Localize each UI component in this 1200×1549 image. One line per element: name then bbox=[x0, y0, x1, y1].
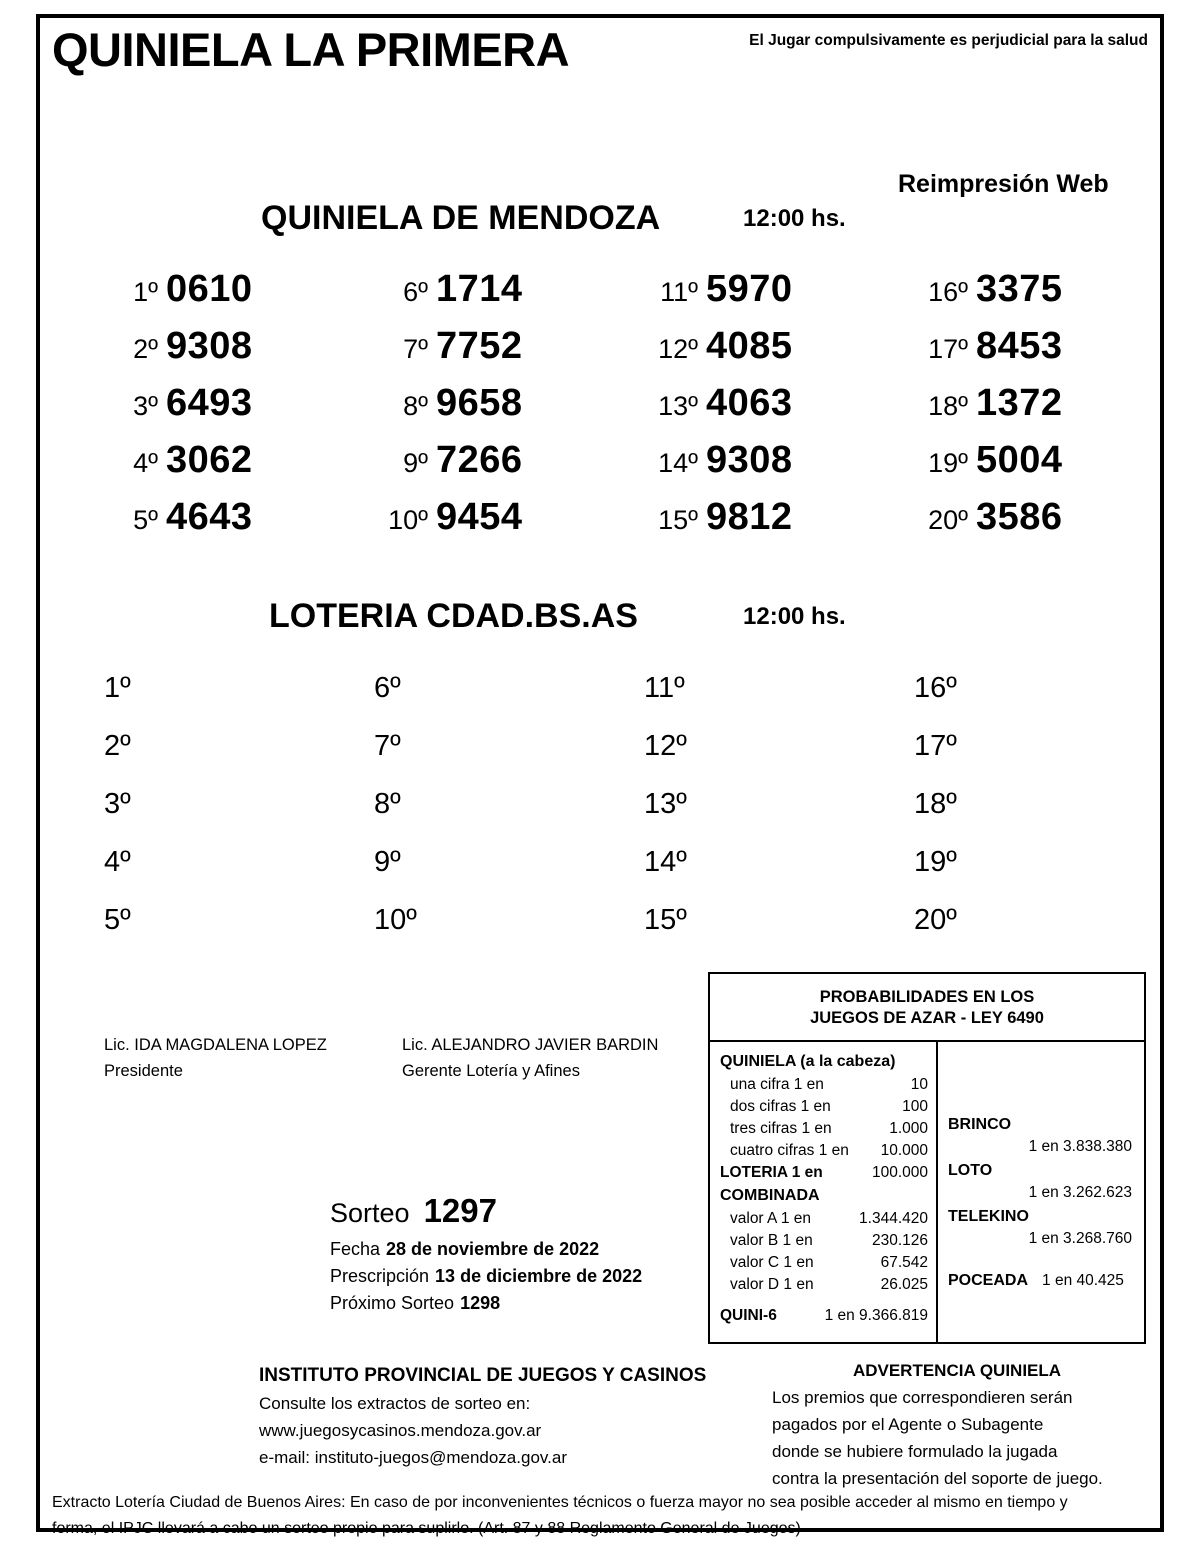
advertencia-line-4: contra la presentación del soporte de juego. bbox=[772, 1469, 1103, 1488]
result-ordinal: 13º bbox=[658, 391, 698, 421]
signature-role: Gerente Lotería y Afines bbox=[402, 1062, 580, 1080]
result-ordinal: 18º bbox=[928, 391, 968, 421]
result-cell bbox=[914, 846, 1184, 904]
result-ordinal: 2º bbox=[133, 334, 158, 364]
result-ordinal: 14º bbox=[658, 448, 698, 478]
sorteo-prescripcion-value: 13 de diciembre de 2022 bbox=[435, 1266, 643, 1286]
advertencia-block bbox=[772, 1358, 1142, 1492]
result-cell bbox=[914, 382, 1184, 439]
result-ordinal: 14º bbox=[644, 846, 687, 878]
sorteo-fecha-row bbox=[330, 1236, 710, 1263]
result-ordinal: 4º bbox=[104, 846, 131, 878]
game-name: LOTO bbox=[948, 1162, 993, 1179]
odds-label: valor A 1 en bbox=[730, 1210, 812, 1227]
result-number: 4063 bbox=[706, 382, 793, 424]
combinada-odds-rows bbox=[720, 1208, 928, 1296]
result-cell bbox=[104, 496, 374, 553]
game-name: BRINCO bbox=[948, 1116, 1012, 1133]
result-cell bbox=[374, 268, 644, 325]
result-cell bbox=[104, 730, 374, 788]
result-cell bbox=[374, 382, 644, 439]
odds-label: valor C 1 en bbox=[730, 1254, 814, 1271]
odds-row bbox=[720, 1140, 928, 1162]
probabilities-title-line2: JUEGOS DE AZAR - LEY 6490 bbox=[810, 1009, 1044, 1027]
signature-role: Presidente bbox=[104, 1062, 183, 1080]
result-ordinal: 10º bbox=[388, 505, 428, 535]
sorteo-proximo-value: 1298 bbox=[460, 1293, 501, 1313]
footnote-line-2: forma, el IPJC llevará a cabo un sorteo propio para suplirlo. (Art. 87 y 88 Reglamento General de Juegos) bbox=[52, 1520, 801, 1537]
result-cell bbox=[644, 325, 914, 382]
odds-label: valor D 1 en bbox=[730, 1276, 814, 1293]
result-cell bbox=[104, 788, 374, 846]
game-odds-item bbox=[948, 1114, 1136, 1158]
result-ordinal: 15º bbox=[658, 505, 698, 535]
signature-name: Lic. IDA MAGDALENA LOPEZ bbox=[104, 1036, 327, 1054]
result-ordinal: 2º bbox=[104, 730, 131, 762]
draw-name-mendoza: QUINIELA DE MENDOZA bbox=[261, 199, 661, 237]
odds-value: 26.025 bbox=[880, 1276, 928, 1293]
result-cell bbox=[644, 730, 914, 788]
result-cell bbox=[104, 439, 374, 496]
advertencia-line-1: Los premios que correspondieren serán bbox=[772, 1388, 1073, 1407]
result-ordinal: 16º bbox=[914, 672, 957, 704]
result-cell bbox=[104, 382, 374, 439]
result-cell bbox=[914, 904, 1184, 962]
poceada-odds: 1 en 40.425 bbox=[1042, 1272, 1124, 1289]
result-ordinal: 4º bbox=[133, 448, 158, 478]
quiniela-group-heading: QUINIELA (a la cabeza) bbox=[720, 1053, 896, 1070]
odds-label: dos cifras 1 en bbox=[730, 1098, 831, 1115]
other-games-odds-list bbox=[948, 1114, 1136, 1250]
result-cell bbox=[914, 496, 1184, 553]
result-ordinal: 15º bbox=[644, 904, 687, 936]
result-number: 4085 bbox=[706, 325, 793, 367]
game-odds: 1 en 3.838.380 bbox=[1028, 1138, 1132, 1155]
result-cell bbox=[374, 846, 644, 904]
result-cell bbox=[914, 268, 1184, 325]
result-cell bbox=[914, 672, 1184, 730]
result-number: 7266 bbox=[436, 439, 523, 481]
result-cell bbox=[914, 439, 1184, 496]
result-number: 7752 bbox=[436, 325, 523, 367]
sorteo-prescripcion-label: Prescripción bbox=[330, 1266, 430, 1286]
result-number: 1372 bbox=[976, 382, 1063, 424]
odds-value: 230.126 bbox=[871, 1232, 928, 1249]
result-ordinal: 12º bbox=[644, 730, 687, 762]
signature-block bbox=[104, 1032, 704, 1084]
odds-value: 100 bbox=[902, 1098, 928, 1115]
result-cell bbox=[104, 268, 374, 325]
odds-value: 10 bbox=[910, 1076, 928, 1093]
result-cell bbox=[644, 788, 914, 846]
loteria-odds-value: 100.000 bbox=[871, 1164, 928, 1181]
footnote-block bbox=[52, 1490, 1148, 1542]
quiniela-odds-rows bbox=[720, 1074, 928, 1162]
odds-value: 67.542 bbox=[880, 1254, 928, 1271]
result-number: 9308 bbox=[706, 439, 793, 481]
sorteo-headline bbox=[330, 1192, 710, 1232]
advertencia-line-3: donde se hubiere formulado la jugada bbox=[772, 1442, 1058, 1461]
result-cell bbox=[104, 904, 374, 962]
draw-name-bsas: LOTERIA CDAD.BS.AS bbox=[269, 597, 638, 635]
result-ordinal: 19º bbox=[928, 448, 968, 478]
odds-value: 1.000 bbox=[889, 1120, 928, 1137]
combinada-group-heading: COMBINADA bbox=[720, 1187, 820, 1204]
odds-row bbox=[720, 1096, 928, 1118]
signature-manager bbox=[402, 1032, 700, 1084]
institution-name: INSTITUTO PROVINCIAL DE JUEGOS Y CASINOS bbox=[259, 1365, 707, 1386]
result-ordinal: 16º bbox=[928, 277, 968, 307]
result-number: 3375 bbox=[976, 268, 1063, 310]
results-grid-mendoza bbox=[104, 268, 1184, 553]
gambling-warning-text: El Jugar compulsivamente es perjudicial para la salud bbox=[749, 32, 1148, 49]
result-ordinal: 12º bbox=[658, 334, 698, 364]
sorteo-proximo-row bbox=[330, 1290, 710, 1317]
quini6-odds-row bbox=[720, 1305, 928, 1327]
result-cell bbox=[104, 325, 374, 382]
result-ordinal: 7º bbox=[403, 334, 428, 364]
result-ordinal: 11º bbox=[660, 277, 698, 307]
result-number: 3062 bbox=[166, 439, 253, 481]
draw-time-bsas: 12:00 hs. bbox=[743, 603, 846, 630]
result-ordinal: 5º bbox=[133, 505, 158, 535]
result-number: 5004 bbox=[976, 439, 1063, 481]
draw-time-mendoza: 12:00 hs. bbox=[743, 205, 846, 232]
odds-label: valor B 1 en bbox=[730, 1232, 813, 1249]
poceada-odds-row bbox=[948, 1270, 1136, 1292]
page-title: QUINIELA LA PRIMERA bbox=[52, 23, 570, 76]
result-ordinal: 7º bbox=[374, 730, 401, 762]
quini6-odds-value: 1 en 9.366.819 bbox=[824, 1307, 928, 1324]
signature-president bbox=[104, 1032, 402, 1084]
result-ordinal: 6º bbox=[374, 672, 401, 704]
draw-header-mendoza bbox=[52, 196, 1148, 240]
result-ordinal: 10º bbox=[374, 904, 417, 936]
result-cell bbox=[914, 788, 1184, 846]
institution-email[interactable]: e-mail: instituto-juegos@mendoza.gov.ar bbox=[259, 1448, 567, 1467]
odds-label: una cifra 1 en bbox=[730, 1076, 824, 1093]
odds-row bbox=[720, 1074, 928, 1096]
game-odds-item bbox=[948, 1206, 1136, 1250]
result-ordinal: 11º bbox=[644, 672, 685, 704]
institution-website[interactable]: www.juegosycasinos.mendoza.gov.ar bbox=[259, 1421, 542, 1440]
probabilities-body bbox=[710, 1042, 1144, 1342]
sorteo-prescripcion-row bbox=[330, 1263, 710, 1290]
result-cell bbox=[104, 846, 374, 904]
institution-consult-line: Consulte los extractos de sorteo en: bbox=[259, 1394, 531, 1413]
result-ordinal: 1º bbox=[133, 277, 158, 307]
result-ordinal: 13º bbox=[644, 788, 687, 820]
odds-row bbox=[720, 1230, 928, 1252]
result-number: 0610 bbox=[166, 268, 253, 310]
signature-name: Lic. ALEJANDRO JAVIER BARDIN bbox=[402, 1036, 659, 1054]
result-ordinal: 9º bbox=[374, 846, 401, 878]
result-ordinal: 1º bbox=[104, 672, 131, 704]
result-ordinal: 8º bbox=[403, 391, 428, 421]
result-cell bbox=[104, 672, 374, 730]
result-cell bbox=[644, 268, 914, 325]
result-ordinal: 17º bbox=[914, 730, 957, 762]
result-number: 9308 bbox=[166, 325, 253, 367]
game-odds: 1 en 3.262.623 bbox=[1028, 1184, 1132, 1201]
result-cell bbox=[644, 382, 914, 439]
sorteo-proximo-label: Próximo Sorteo bbox=[330, 1293, 455, 1313]
result-ordinal: 18º bbox=[914, 788, 957, 820]
sorteo-number: 1297 bbox=[423, 1192, 497, 1229]
result-cell bbox=[644, 846, 914, 904]
probabilities-right-column bbox=[938, 1042, 1144, 1342]
result-cell bbox=[644, 904, 914, 962]
result-ordinal: 20º bbox=[928, 505, 968, 535]
advertencia-title: ADVERTENCIA QUINIELA bbox=[852, 1361, 1062, 1380]
result-cell bbox=[374, 496, 644, 553]
institution-block bbox=[259, 1362, 729, 1471]
loteria-odds-row bbox=[720, 1162, 928, 1184]
spacer bbox=[720, 1296, 928, 1305]
result-cell bbox=[374, 788, 644, 846]
result-number: 4643 bbox=[166, 496, 253, 538]
result-cell bbox=[644, 439, 914, 496]
result-number: 1714 bbox=[436, 268, 523, 310]
sorteo-fecha-value: 28 de noviembre de 2022 bbox=[386, 1239, 600, 1259]
sorteo-fecha-label: Fecha bbox=[330, 1239, 381, 1259]
footnote-line-1: Extracto Lotería Ciudad de Buenos Aires: En caso de por inconvenientes técnicos o fuerza mayor no sea posible acceder al mismo en tiempo y bbox=[52, 1494, 1068, 1511]
odds-row bbox=[720, 1274, 928, 1296]
probabilities-title-line1: PROBABILIDADES EN LOS bbox=[819, 988, 1035, 1006]
odds-value: 1.344.420 bbox=[859, 1210, 928, 1227]
poceada-name: POCEADA bbox=[948, 1272, 1029, 1289]
odds-label: cuatro cifras 1 en bbox=[730, 1142, 849, 1159]
probabilities-box bbox=[708, 972, 1146, 1344]
result-ordinal: 3º bbox=[104, 788, 131, 820]
result-ordinal: 6º bbox=[403, 277, 428, 307]
result-ordinal: 3º bbox=[133, 391, 158, 421]
loteria-odds-label: LOTERIA 1 en bbox=[720, 1164, 823, 1181]
result-number: 9454 bbox=[436, 496, 523, 538]
reprint-web-label: Reimpresión Web bbox=[898, 170, 1109, 198]
result-number: 3586 bbox=[976, 496, 1063, 538]
advertencia-line-2: pagados por el Agente o Subagente bbox=[772, 1415, 1044, 1434]
odds-row bbox=[720, 1208, 928, 1230]
game-odds-item bbox=[948, 1160, 1136, 1204]
quini6-odds-label: QUINI-6 bbox=[720, 1307, 777, 1324]
probabilities-title bbox=[710, 974, 1144, 1042]
result-ordinal: 5º bbox=[104, 904, 131, 936]
result-cell bbox=[374, 672, 644, 730]
results-grid-bsas bbox=[104, 672, 1184, 962]
result-cell bbox=[374, 730, 644, 788]
result-cell bbox=[374, 904, 644, 962]
result-ordinal: 8º bbox=[374, 788, 401, 820]
sorteo-block bbox=[330, 1192, 710, 1317]
draw-header-bsas bbox=[52, 594, 1148, 638]
result-number: 9812 bbox=[706, 496, 793, 538]
sorteo-label: Sorteo bbox=[330, 1198, 410, 1228]
result-number: 5970 bbox=[706, 268, 793, 310]
result-cell bbox=[644, 496, 914, 553]
result-cell bbox=[644, 672, 914, 730]
result-ordinal: 9º bbox=[403, 448, 428, 478]
odds-label: tres cifras 1 en bbox=[730, 1120, 832, 1137]
game-odds: 1 en 3.268.760 bbox=[1028, 1230, 1132, 1247]
result-ordinal: 19º bbox=[914, 846, 957, 878]
result-ordinal: 17º bbox=[928, 334, 968, 364]
result-cell bbox=[914, 730, 1184, 788]
probabilities-left-column bbox=[710, 1042, 938, 1342]
result-cell bbox=[914, 325, 1184, 382]
odds-row bbox=[720, 1118, 928, 1140]
result-number: 9658 bbox=[436, 382, 523, 424]
result-ordinal: 20º bbox=[914, 904, 957, 936]
result-number: 8453 bbox=[976, 325, 1063, 367]
result-number: 6493 bbox=[166, 382, 253, 424]
masthead bbox=[52, 22, 1148, 80]
result-cell bbox=[374, 325, 644, 382]
odds-value: 10.000 bbox=[880, 1142, 928, 1159]
result-cell bbox=[374, 439, 644, 496]
game-name: TELEKINO bbox=[948, 1208, 1029, 1225]
odds-row bbox=[720, 1252, 928, 1274]
